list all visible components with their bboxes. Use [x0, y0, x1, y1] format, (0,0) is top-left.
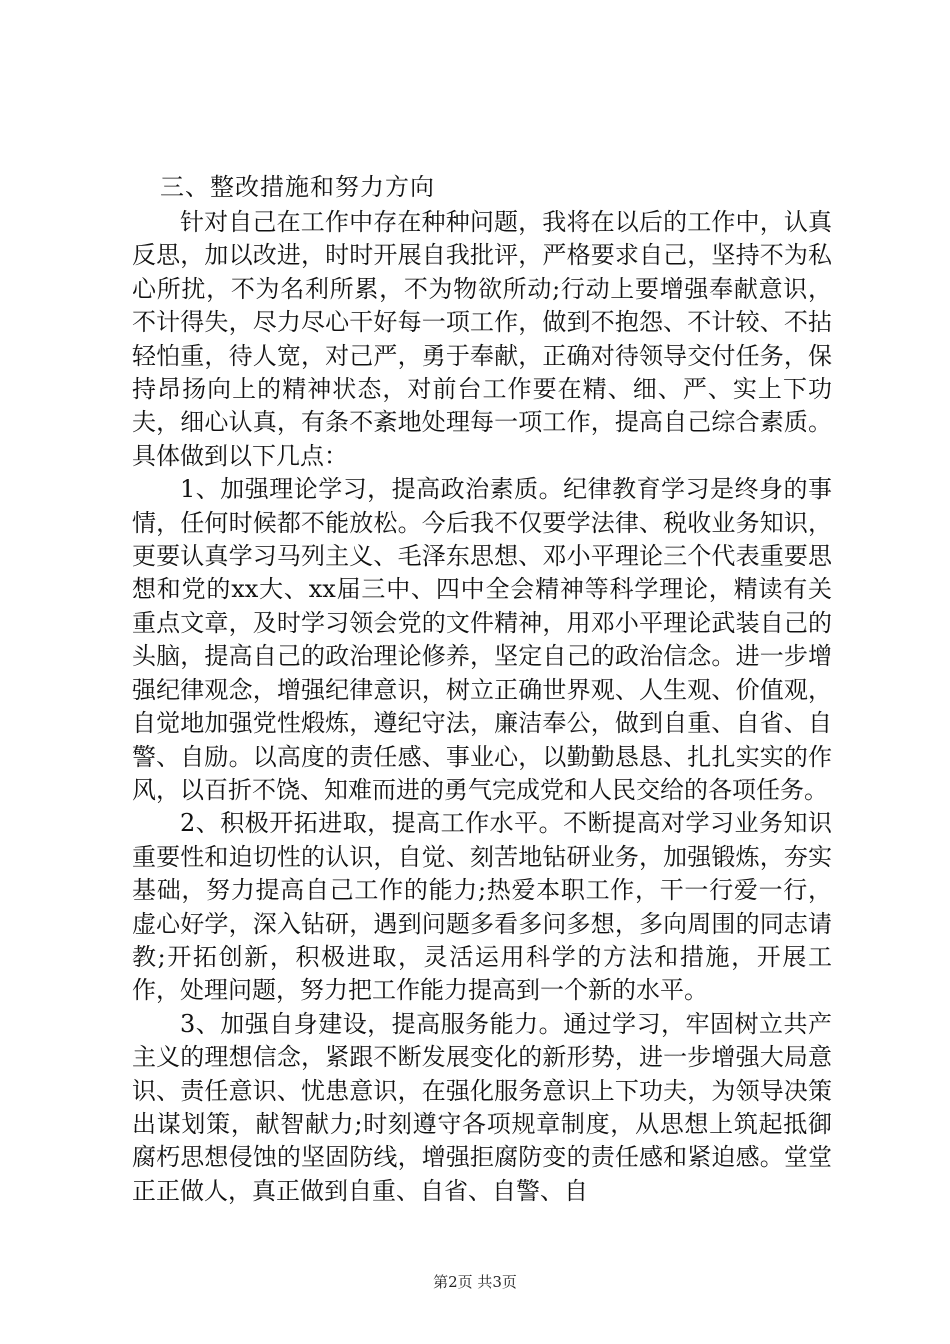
paragraph-item-2: 2、积极开拓进取，提高工作水平。不断提高对学习业务知识重要性和迫切性的认识，自觉、刻苦地钻研业务，加强锻炼，夯实基础，努力提高自己工作的能力;热爱本职工作，干一行爱一行，虚心好学，深入钻研，遇到问题多看多问多想，多向周围的同志请教;开拓创新，积极进取，灵活运用科学的方法和措施，开展工作，处理问题，努力把工作能力提高到一个新的水平。	[132, 809, 832, 1005]
document-body	[132, 172, 832, 1208]
paragraph-item-3: 3、加强自身建设，提高服务能力。通过学习，牢固树立共产主义的理想信念，紧跟不断发展变化的新形势，进一步增强大局意识、责任意识、忧患意识，在强化服务意识上下功夫，为领导决策出谋划策，献智献力;时刻遵守各项规章制度，从思想上筑起抵御腐朽思想侵蚀的坚固防线，增强拒腐防变的责任感和紧迫感。堂堂正正做人，真正做到自重、自省、自警、自	[132, 1009, 832, 1205]
page-footer: 第2页 共3页	[433, 1273, 517, 1291]
paragraph-intro: 针对自己在工作中存在种种问题，我将在以后的工作中，认真反思，加以改进，时时开展自我批评，严格要求自己，坚持不为私心所扰，不为名利所累，不为物欲所动;行动上要增强奉献意识，不计得失，尽力尽心干好每一项工作，做到不抱怨、不计较、不拈轻怕重，待人宽，对己严，勇于奉献，正确对待领导交付任务，保持昂扬向上的精神状态，对前台工作要在精、细、严、实上下功夫，细心认真，有条不紊地处理每一项工作，提高自己综合素质。具体做到以下几点：	[132, 208, 832, 470]
section-heading: 三、整改措施和努力方向	[160, 173, 435, 201]
paragraph-item-1: 1、加强理论学习，提高政治素质。纪律教育学习是终身的事情，任何时候都不能放松。今后我不仅要学法律、税收业务知识，更要认真学习马列主义、毛泽东思想、邓小平理论三个代表重要思想和党的xx大、xx届三中、四中全会精神等科学理论，精读有关重点文章，及时学习领会党的文件精神，用邓小平理论武装自己的头脑，提高自己的政治理论修养，坚定自己的政治信念。进一步增强纪律观念，增强纪律意识，树立正确世界观、人生观、价值观，自觉地加强党性煅炼，遵纪守法，廉洁奉公，做到自重、自省、自警、自励。以高度的责任感、事业心，以勤勤恳恳、扎扎实实的作风，以百折不饶、知难而进的勇气完成党和人民交给的各项任务。	[132, 475, 832, 804]
